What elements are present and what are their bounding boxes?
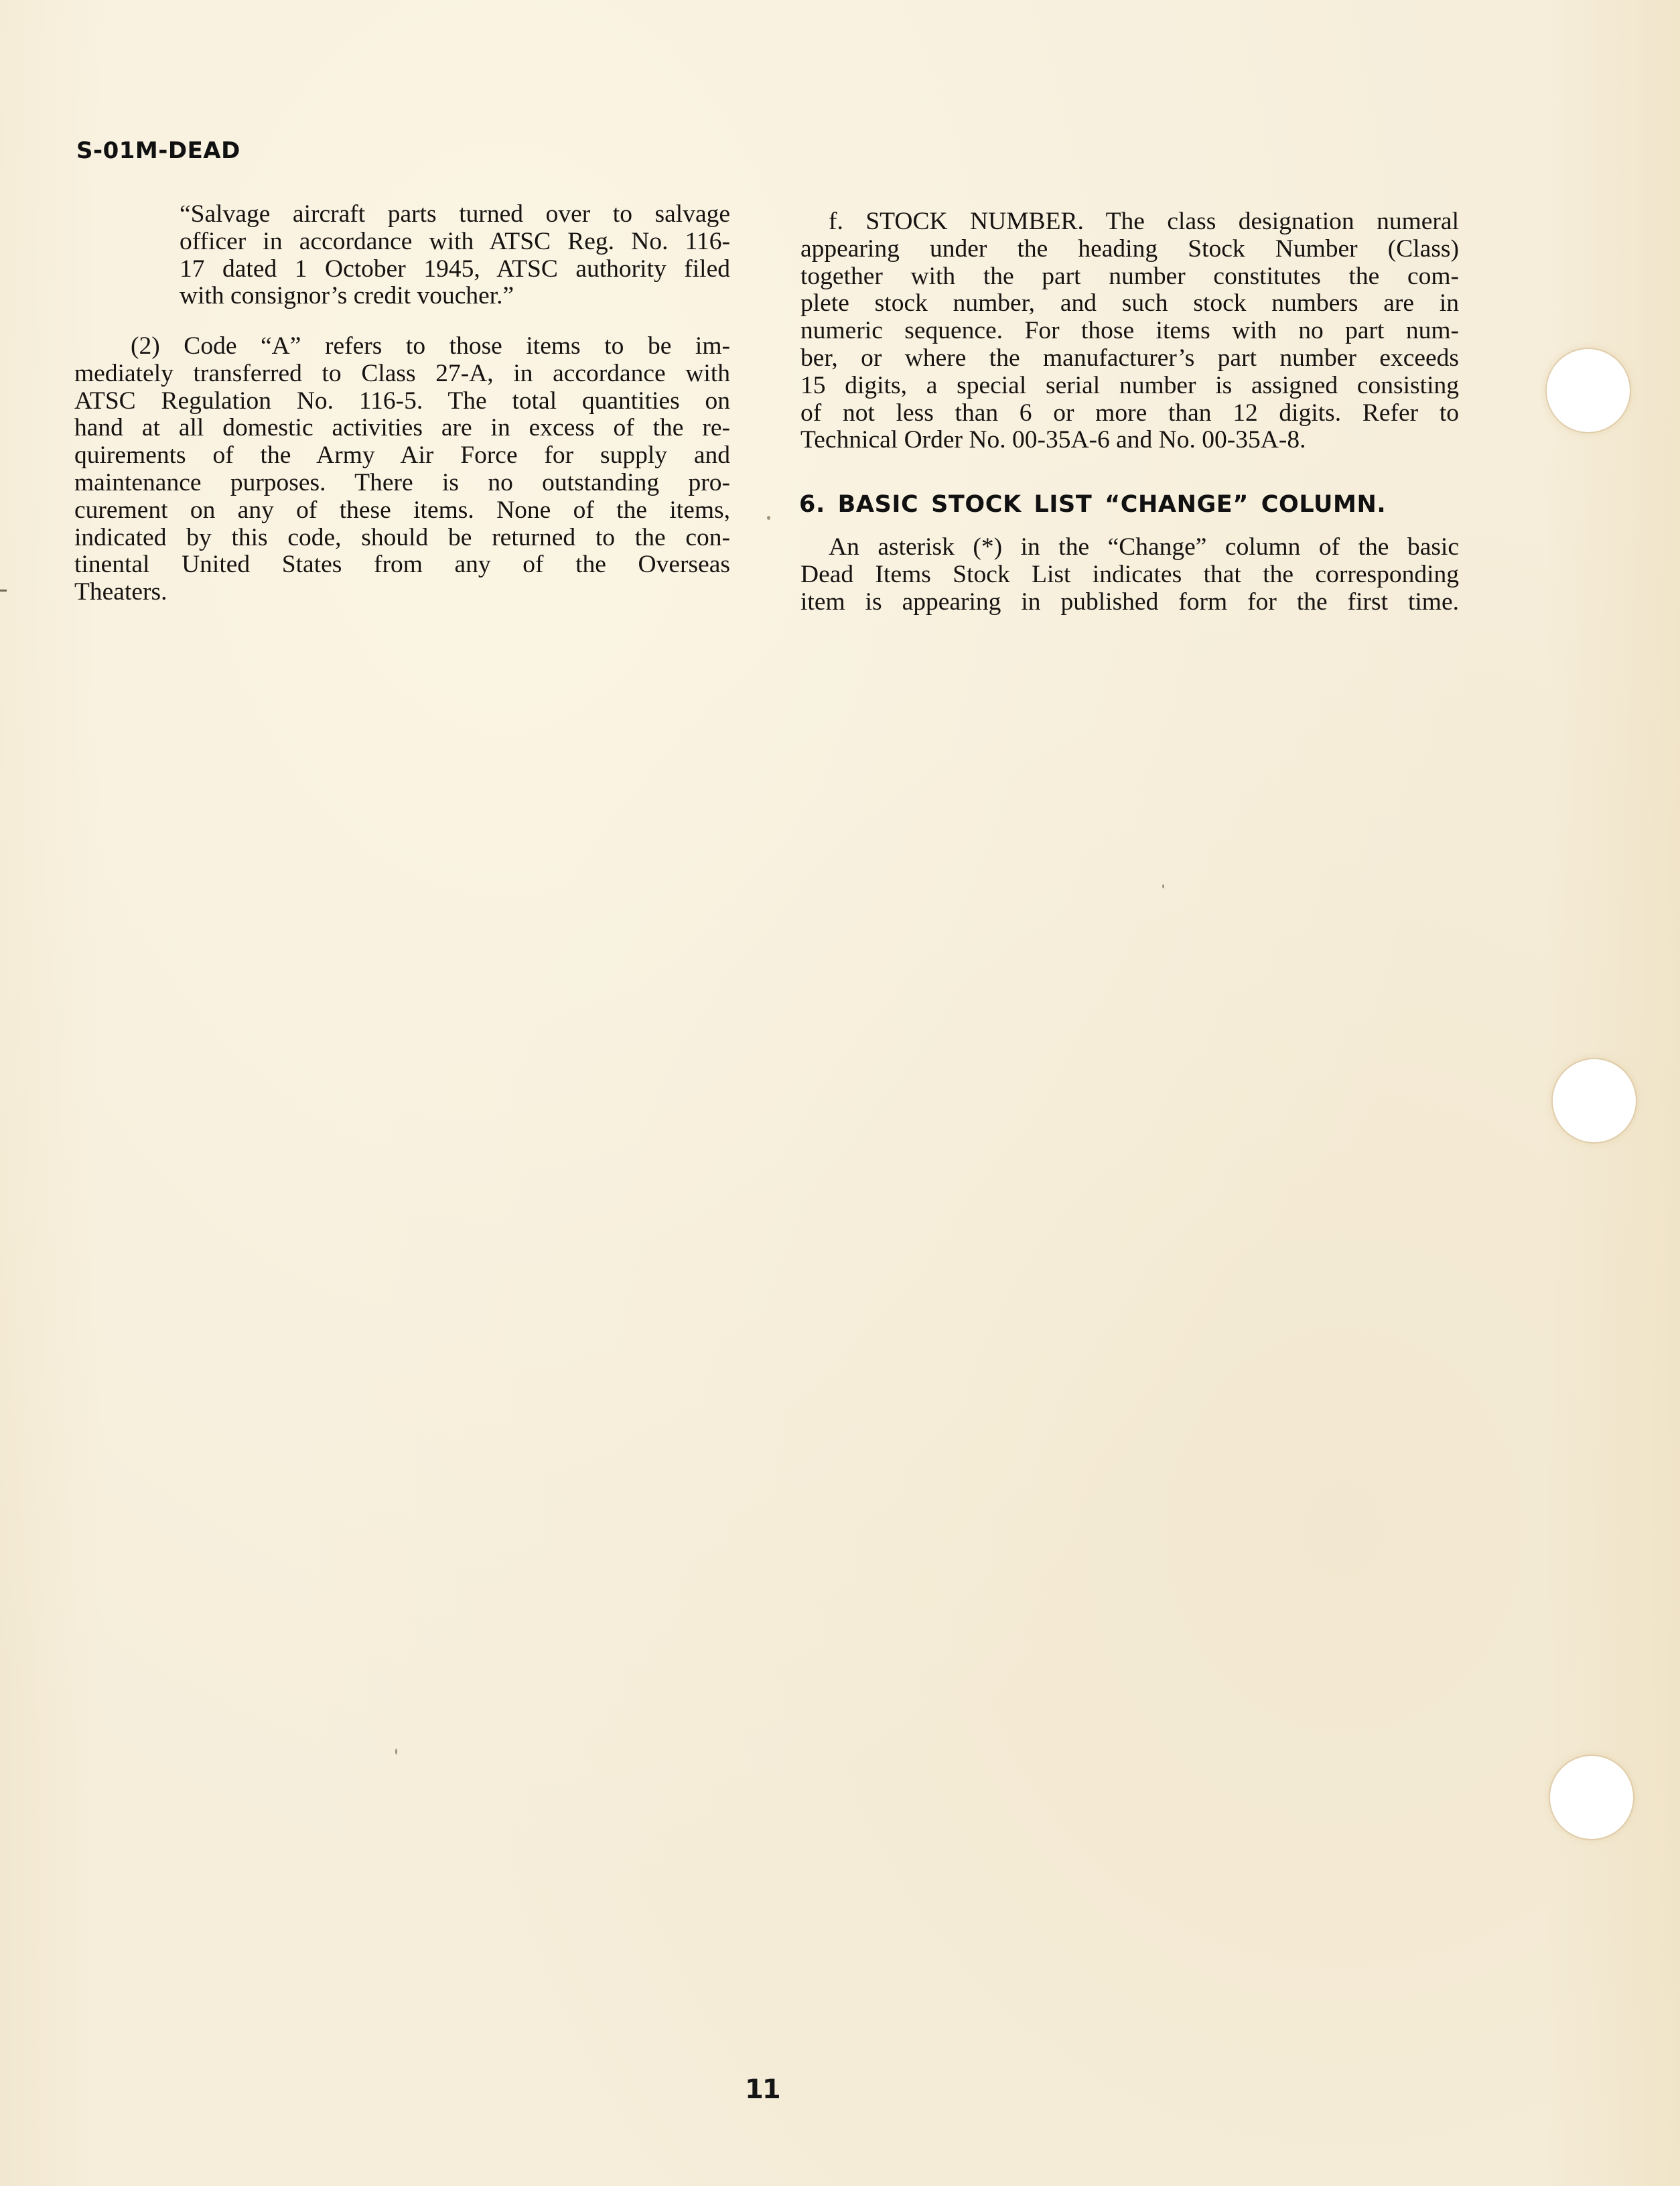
- paragraph-line: ber, or where the manufacturer’s part number exceeds: [800, 344, 1459, 372]
- paragraph-code-a: [74, 333, 730, 606]
- paragraph-line: appearing under the heading Stock Number (Class): [800, 234, 1459, 263]
- running-head: S-01M-DEAD: [76, 137, 240, 164]
- scan-edge-mark: [0, 590, 7, 592]
- quote-line: with consignor’s credit voucher.”: [180, 282, 514, 310]
- quote-line: 17 dated 1 October 1945, ATSC authority filed: [180, 255, 730, 283]
- paragraph-line: tinental United States from any of the Overseas: [74, 551, 730, 579]
- punch-hole-bottom: [1550, 1756, 1633, 1839]
- paragraph-line: hand at all domestic activities are in excess of the re-: [74, 414, 730, 442]
- paragraph-change-column: [800, 534, 1459, 616]
- punch-hole-top: [1547, 349, 1630, 432]
- paragraph-line: Technical Order No. 00-35A-6 and No. 00-35A-8.: [800, 426, 1306, 454]
- paragraph-line: mediately transferred to Class 27-A, in accordance with: [74, 359, 730, 387]
- section-heading-change-column: 6. BASIC STOCK LIST “CHANGE” COLUMN.: [799, 491, 1387, 518]
- paragraph-line: ATSC Regulation No. 116-5. The total quantities on: [74, 387, 730, 415]
- paragraph-line: curement on any of these items. None of the items,: [74, 496, 730, 524]
- paragraph-line: Theaters.: [74, 578, 167, 606]
- paragraph-line: maintenance purposes. There is no outstanding pro-: [74, 468, 730, 496]
- paragraph-line: quirements of the Army Air Force for supply and: [74, 441, 730, 470]
- scan-speck: [395, 1749, 397, 1755]
- quote-line: “Salvage aircraft parts turned over to salvage: [180, 200, 730, 228]
- paragraph-line: (2) Code “A” refers to those items to be im-: [131, 332, 730, 360]
- paragraph-line: of not less than 6 or more than 12 digits. Refer to: [800, 399, 1459, 427]
- paragraph-line: An asterisk (*) in the “Change” column of the basic: [829, 533, 1459, 561]
- paragraph-line: f. STOCK NUMBER. The class designation numeral: [829, 208, 1459, 235]
- page-number: 11: [745, 2074, 780, 2105]
- scan-speck: [767, 516, 770, 520]
- paragraph-line: plete stock number, and such stock numbers are in: [800, 289, 1459, 318]
- salvage-quote: [180, 201, 730, 310]
- paragraph-line: together with the part number constitutes the com-: [800, 262, 1459, 290]
- scan-speck: [1162, 884, 1164, 888]
- paragraph-line: indicated by this code, should be returned to the con-: [74, 523, 730, 551]
- paragraph-line: numeric sequence. For those items with no part num-: [800, 317, 1459, 345]
- paragraph-line: 15 digits, a special serial number is assigned consisting: [800, 371, 1459, 399]
- paragraph-line: Dead Items Stock List indicates that the corresponding: [800, 560, 1459, 588]
- paragraph-stock-number: [800, 208, 1459, 454]
- paragraph-line: item is appearing in published form for the first time.: [800, 588, 1459, 616]
- quote-line: officer in accordance with ATSC Reg. No. 116-: [180, 227, 730, 255]
- punch-hole-middle: [1553, 1059, 1636, 1142]
